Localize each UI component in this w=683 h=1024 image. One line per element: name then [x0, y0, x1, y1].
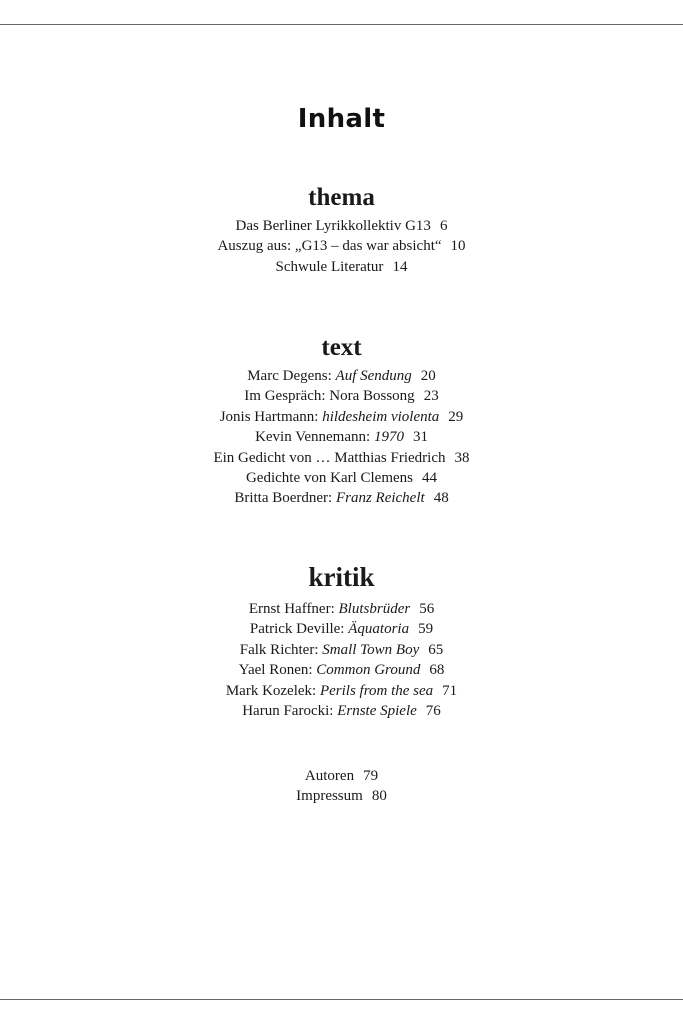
section-kritik [0, 563, 683, 721]
page-number: 56 [419, 601, 435, 617]
toc-entry[interactable]: Das Berliner Lyrikkollektiv G13 6 [235, 218, 448, 234]
section-text [0, 334, 683, 509]
page-number: 48 [433, 490, 449, 507]
toc-entry[interactable]: Marc Degens: Auf Sendung 20 [247, 368, 436, 384]
page-number: 6 [439, 218, 448, 234]
page-number: 44 [422, 470, 438, 487]
page-number: 31 [412, 429, 428, 446]
page-number: 10 [450, 238, 466, 255]
toc-entry[interactable]: Auszug aus: „G13 – das war absicht“ 10 [217, 238, 466, 255]
top-rule [0, 24, 683, 25]
page-number: 59 [418, 621, 434, 638]
toc-entry-impressum[interactable]: Impressum 80 [296, 788, 387, 805]
page-number: 65 [428, 641, 444, 658]
toc-entry[interactable]: Schwule Literatur 14 [275, 258, 408, 275]
toc-list [0, 216, 683, 277]
bottom-rule [0, 999, 683, 1000]
page-number: 14 [392, 258, 408, 275]
section-extras [0, 766, 683, 807]
toc-entry[interactable]: Im Gespräch: Nora Bossong 23 [244, 388, 439, 405]
toc-entry[interactable]: Falk Richter: Small Town Boy 65 [239, 641, 444, 658]
section-heading: thema [308, 184, 375, 211]
toc-entry[interactable]: Britta Boerdner: Franz Reichelt 48 [234, 490, 449, 507]
section-heading: kritik [308, 562, 375, 592]
toc-entry[interactable]: Jonis Hartmann: hildesheim violenta 29 [219, 408, 464, 425]
toc-list [0, 599, 683, 721]
toc-list [0, 366, 683, 509]
page-number: 38 [454, 449, 470, 466]
page-number: 79 [363, 768, 379, 784]
toc-entry[interactable]: Mark Kozelek: Perils from the sea 71 [225, 682, 458, 699]
page-number: 76 [425, 703, 441, 720]
toc-entry[interactable]: Kevin Vennemann: 1970 31 [255, 429, 428, 446]
page-number: 23 [423, 388, 439, 405]
toc-entry[interactable]: Yael Ronen: Common Ground 68 [238, 662, 445, 679]
toc-entry[interactable]: Gedichte von Karl Clemens 44 [245, 470, 438, 487]
toc-entry[interactable]: Ein Gedicht von … Matthias Friedrich 38 [213, 449, 470, 466]
page-number: 29 [448, 408, 464, 425]
toc-entry-autoren[interactable]: Autoren 79 [304, 768, 379, 784]
section-thema [0, 184, 683, 277]
toc-entry[interactable]: Harun Farocki: Ernste Spiele 76 [242, 703, 441, 720]
page-number: 68 [429, 662, 445, 679]
page-number: 80 [371, 788, 387, 805]
page-title: Inhalt [297, 104, 386, 134]
toc-entry[interactable]: Patrick Deville: Äquatoria 59 [249, 621, 434, 638]
toc-entry[interactable]: Ernst Haffner: Blutsbrüder 56 [248, 601, 435, 617]
section-heading: text [321, 334, 362, 361]
page-number: 71 [442, 682, 458, 699]
page-number: 20 [420, 368, 436, 384]
